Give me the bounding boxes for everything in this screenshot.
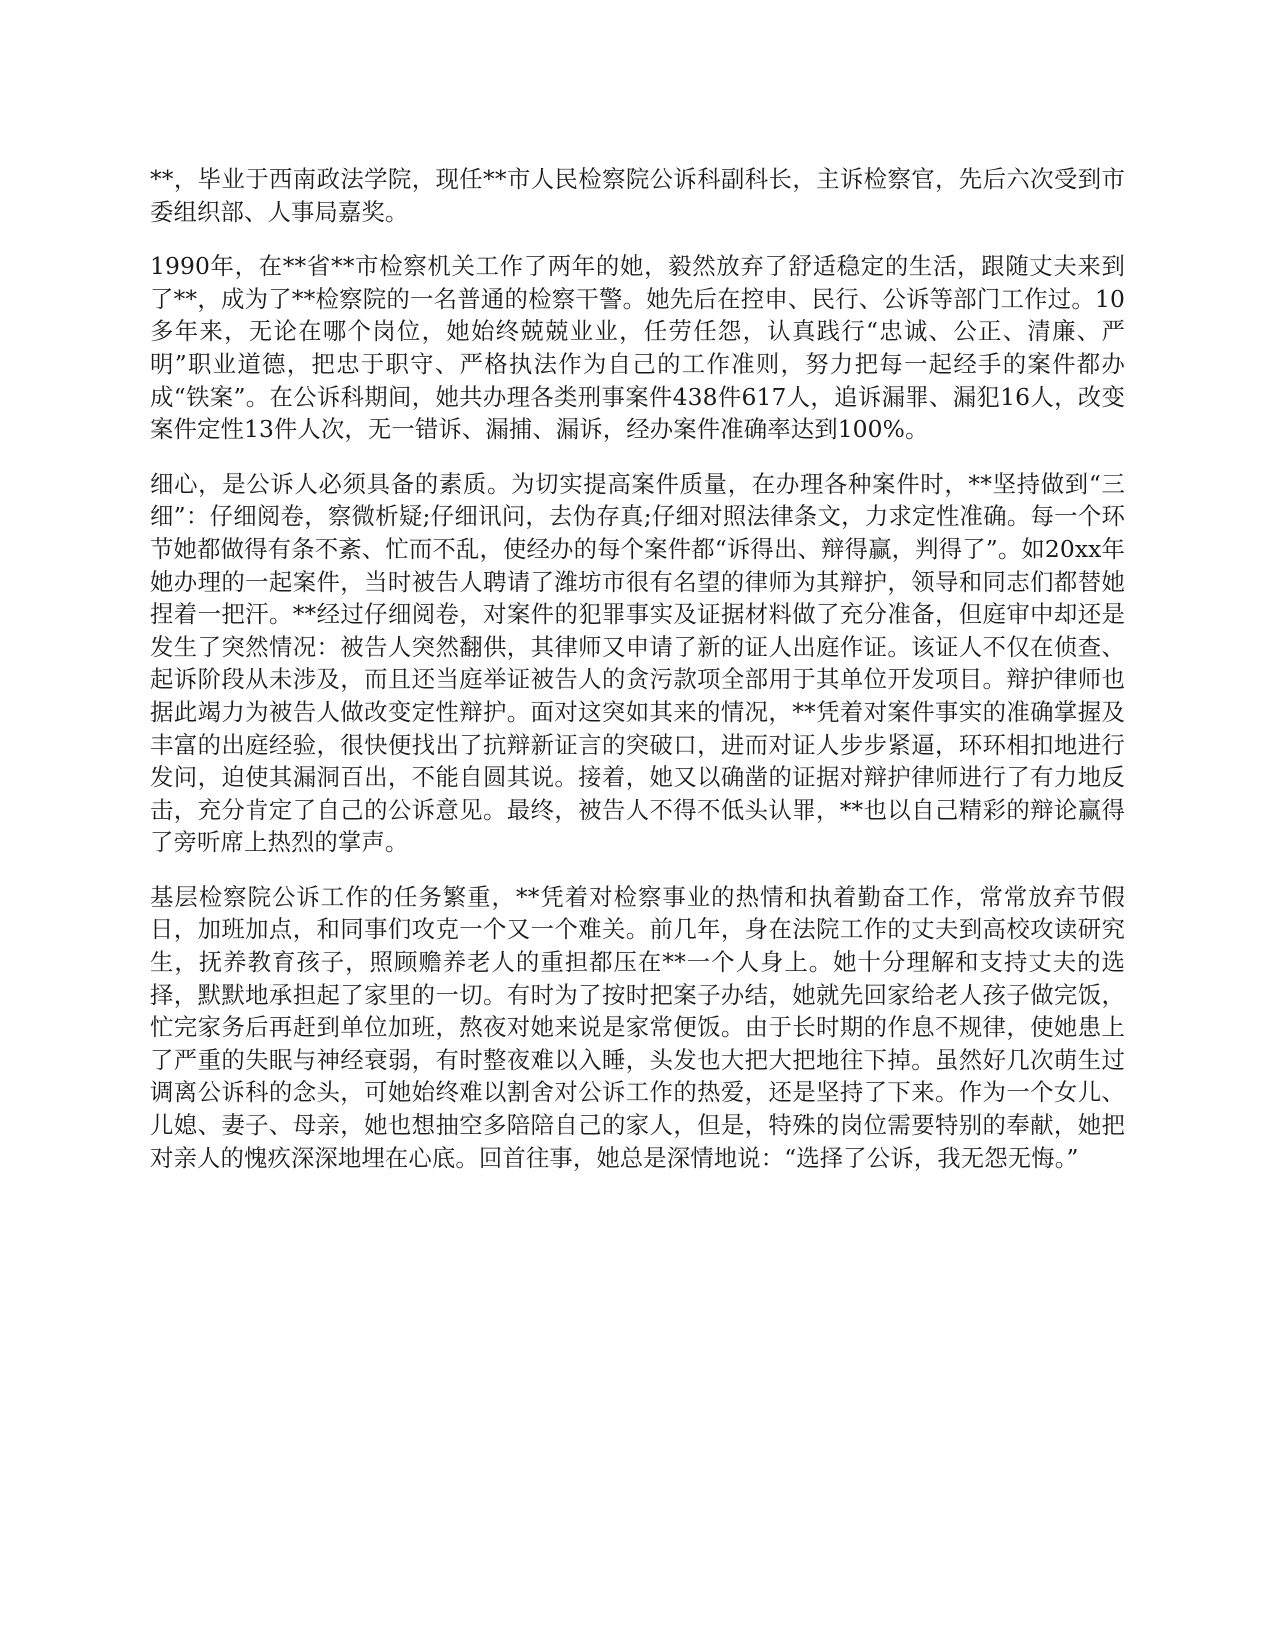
paragraph-career: 1990年，在**省**市检察机关工作了两年的她，毅然放弃了舒适稳定的生活，跟随丈夫来到了**，成为了**检察院的一名普通的检察干警。她先后在控申、民行、公诉等部门工作过。10多年来，无论在哪个岗位，她始终兢兢业业，任劳任怨，认真践行“忠诚、公正、清廉、严明”职业道德，把忠于职守、严格执法作为自己的工作准则，努力把每一起经手的案件都办成“铁案”。在公诉科期间，她共办理各类刑事案件438件617人，追诉漏罪、漏犯16人，改变案件定性13件人次，无一错诉、漏捕、漏诉，经办案件准确率达到100%。 bbox=[150, 252, 1125, 444]
paragraph-intro: **，毕业于西南政法学院，现任**市人民检察院公诉科副科长，主诉检察官，先后六次受到市委组织部、人事局嘉奖。 bbox=[150, 165, 1125, 226]
paragraph-dedication: 基层检察院公诉工作的任务繁重，**凭着对检察事业的热情和执着勤奋工作，常常放弃节假日，加班加点，和同事们攻克一个又一个难关。前几年，身在法院工作的丈夫到高校攻读研究生，抚养教育孩子，照顾赡养老人的重担都压在**一个人身上。她十分理解和支持丈夫的选择，默默地承担起了家里的一切。有时为了按时把案子办结，她就先回家给老人孩子做完饭，忙完家务后再赶到单位加班，熬夜对她来说是家常便饭。由于长时期的作息不规律，使她患上了严重的失眠与神经衰弱，有时整夜难以入睡，头发也大把大把地往下掉。虽然好几次萌生过调离公诉科的念头，可她始终难以割舍对公诉工作的热爱，还是坚持了下来。作为一个女儿、儿媳、妻子、母亲，她也想抽空多陪陪自己的家人，但是，特殊的岗位需要特别的奉献，她把对亲人的愧疚深深地埋在心底。回首往事，她总是深情地说：“选择了公诉，我无怨无悔。” bbox=[150, 882, 1125, 1172]
document-body bbox=[150, 163, 1125, 1196]
paragraph-case-detail: 细心，是公诉人必须具备的素质。为切实提高案件质量，在办理各种案件时，**坚持做到“三细”：仔细阅卷，察微析疑;仔细讯问，去伪存真;仔细对照法律条文，力求定性准确。每一个环节她都做得有条不紊、忙而不乱，使经办的每个案件都“诉得出、辩得赢，判得了”。如20xx年她办理的一起案件，当时被告人聘请了潍坊市很有名望的律师为其辩护，领导和同志们都替她捏着一把汗。**经过仔细阅卷，对案件的犯罪事实及证据材料做了充分准备，但庭审中却还是发生了突然情况：被告人突然翻供，其律师又申请了新的证人出庭作证。该证人不仅在侦查、起诉阶段从未涉及，而且还当庭举证被告人的贪污款项全部用于其单位开发项目。辩护律师也据此竭力为被告人做改变定性辩护。面对这突如其来的情况，**凭着对案件事实的准确掌握及丰富的出庭经验，很快便找出了抗辩新证言的突破口，进而对证人步步紧逼，环环相扣地进行发问，迫使其漏洞百出，不能自圆其说。接着，她又以确凿的证据对辩护律师进行了有力地反击，充分肯定了自己的公诉意见。最终，被告人不得不低头认罪，**也以自己精彩的辩论赢得了旁听席上热烈的掌声。 bbox=[150, 469, 1125, 857]
